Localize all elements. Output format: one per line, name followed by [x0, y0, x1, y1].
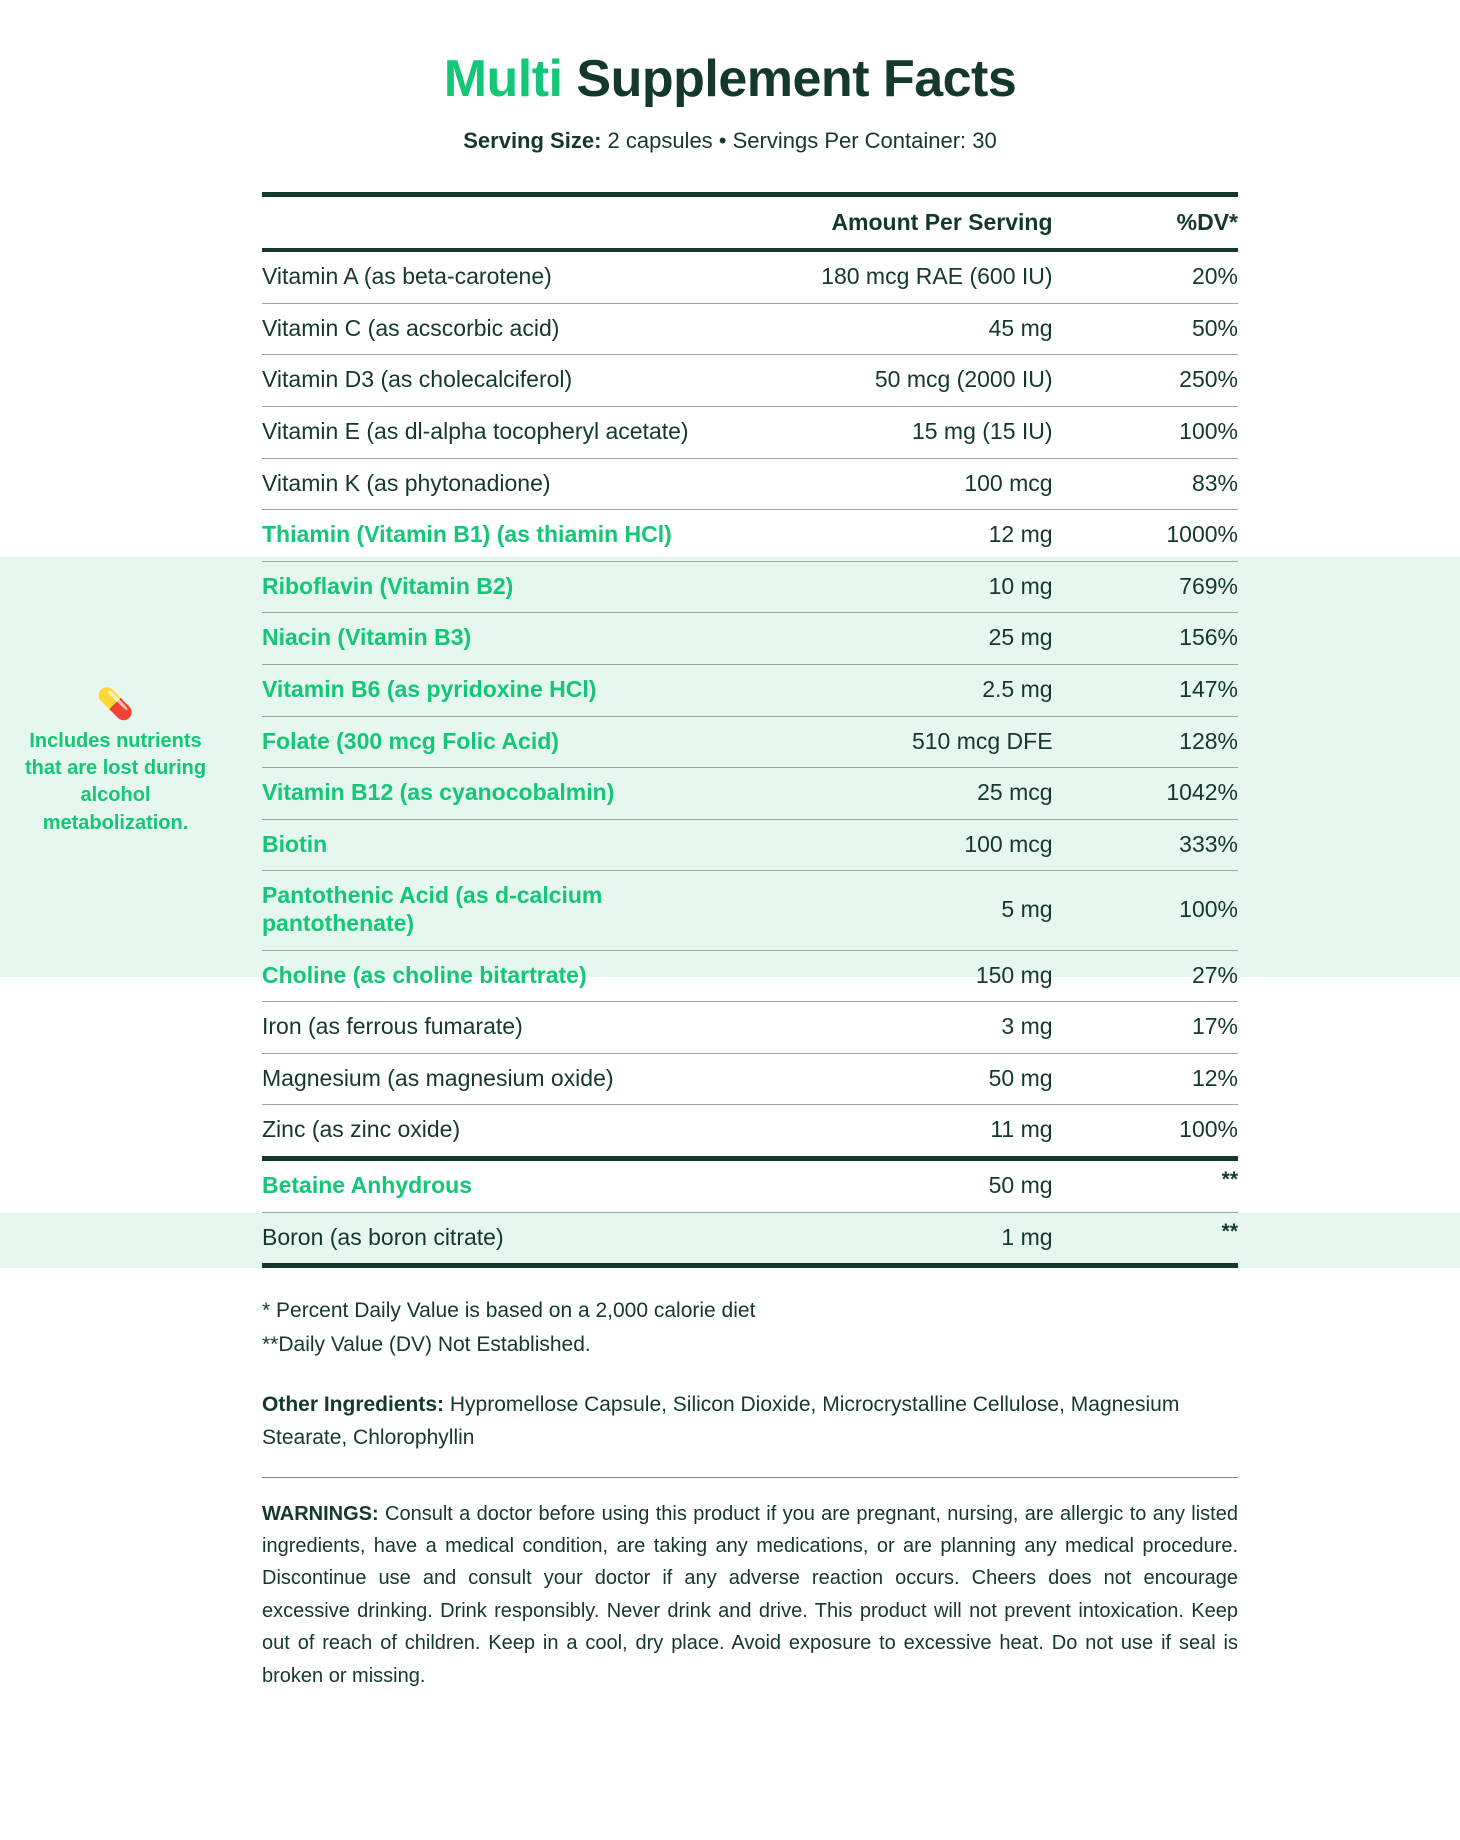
- other-ingredients-value: Hypromellose Capsule, Silicon Dioxide, Microcrystalline Cellulose, Magnesium Stearate, Chlorophyllin: [262, 1393, 1180, 1450]
- nutrient-daily-value: **: [1053, 1212, 1238, 1266]
- table-row: [262, 950, 1238, 1002]
- nutrient-amount: 11 mg: [755, 1105, 1053, 1159]
- nutrient-name: Vitamin C (as acscorbic acid): [262, 303, 755, 355]
- nutrient-daily-value: 12%: [1053, 1053, 1238, 1105]
- nutrient-daily-value: 147%: [1053, 665, 1238, 717]
- table-row: [262, 510, 1238, 562]
- nutrient-amount: 510 mcg DFE: [755, 716, 1053, 768]
- nutrient-daily-value: 1042%: [1053, 768, 1238, 820]
- nutrient-daily-value: 17%: [1053, 1002, 1238, 1054]
- warnings-value: Consult a doctor before using this product if you are pregnant, nursing, are allergic to any listed ingredients, have a medical condition, are taking any medications, or are planning any medical procedure. Discontinue use and consult your doctor if any adverse reaction occurs. Cheers does not encourage excessive drinking. Drink responsibly. Never drink and drive. This product will not prevent intoxication. Keep out of reach of children. Keep in a cool, dry place. Avoid exposure to excessive heat. Do not use if seal is broken or missing.: [262, 1502, 1238, 1687]
- nutrient-daily-value: **: [1053, 1158, 1238, 1212]
- nutrient-name: Vitamin B12 (as cyanocobalmin): [262, 768, 755, 820]
- nutrient-amount: 10 mg: [755, 561, 1053, 613]
- table-header-row: [262, 194, 1238, 250]
- facts-table-wrapper: [0, 192, 1460, 1268]
- nutrient-amount: 100 mcg: [755, 819, 1053, 871]
- serving-label: Serving Size:: [463, 128, 602, 154]
- nutrient-daily-value: 83%: [1053, 458, 1238, 510]
- title-rest: Supplement Facts: [562, 50, 1017, 108]
- table-row: [262, 716, 1238, 768]
- warnings: [262, 1498, 1238, 1692]
- nutrient-daily-value: 1000%: [1053, 510, 1238, 562]
- nutrient-name: Pantothenic Acid (as d-calcium pantothenate): [262, 871, 755, 950]
- other-ingredients: [262, 1388, 1238, 1454]
- nutrient-amount: 45 mg: [755, 303, 1053, 355]
- footnote-dv-basis: * Percent Daily Value is based on a 2,000 calorie diet: [262, 1299, 756, 1323]
- nutrient-name: Biotin: [262, 819, 755, 871]
- nutrient-name: Riboflavin (Vitamin B2): [262, 561, 755, 613]
- table-row: [262, 561, 1238, 613]
- nutrient-amount: 5 mg: [755, 871, 1053, 950]
- nutrient-name: Zinc (as zinc oxide): [262, 1105, 755, 1159]
- nutrient-name: Magnesium (as magnesium oxide): [262, 1053, 755, 1105]
- column-header-name: [262, 194, 755, 250]
- nutrient-name: Vitamin D3 (as cholecalciferol): [262, 355, 755, 407]
- table-body: [262, 250, 1238, 1265]
- nutrient-amount: 50 mg: [755, 1158, 1053, 1212]
- table-row: [262, 303, 1238, 355]
- nutrient-name: Choline (as choline bitartrate): [262, 950, 755, 1002]
- side-note-text: Includes nutrients that are lost during alcohol metabolization.: [24, 730, 207, 834]
- nutrient-name: Vitamin B6 (as pyridoxine HCl): [262, 665, 755, 717]
- table-row: [262, 1002, 1238, 1054]
- table-row: [262, 871, 1238, 950]
- nutrient-amount: 1 mg: [755, 1212, 1053, 1266]
- supplement-facts-table: [262, 192, 1238, 1268]
- nutrient-daily-value: 100%: [1053, 407, 1238, 459]
- nutrient-name: Betaine Anhydrous: [262, 1158, 755, 1212]
- nutrient-name: Vitamin E (as dl-alpha tocopheryl acetate): [262, 407, 755, 459]
- nutrient-amount: 3 mg: [755, 1002, 1053, 1054]
- table-row: [262, 1212, 1238, 1266]
- serving-value: 2 capsules • Servings Per Container: 30: [601, 128, 997, 154]
- nutrient-amount: 50 mcg (2000 IU): [755, 355, 1053, 407]
- page-title: [0, 52, 1460, 107]
- nutrient-name: Niacin (Vitamin B3): [262, 613, 755, 665]
- nutrient-daily-value: 50%: [1053, 303, 1238, 355]
- nutrient-name: Vitamin K (as phytonadione): [262, 458, 755, 510]
- nutrient-amount: 2.5 mg: [755, 665, 1053, 717]
- warnings-label: WARNINGS:: [262, 1502, 379, 1525]
- nutrient-amount: 150 mg: [755, 950, 1053, 1002]
- label-header: [0, 0, 1460, 156]
- footnote-dv-not-established: **Daily Value (DV) Not Established.: [262, 1333, 591, 1357]
- table-row: [262, 407, 1238, 459]
- nutrient-name: Thiamin (Vitamin B1) (as thiamin HCl): [262, 510, 755, 562]
- nutrient-daily-value: 250%: [1053, 355, 1238, 407]
- nutrient-daily-value: 100%: [1053, 1105, 1238, 1159]
- serving-info: [0, 127, 1460, 156]
- nutrient-name: Iron (as ferrous fumarate): [262, 1002, 755, 1054]
- table-row: [262, 768, 1238, 820]
- table-row: [262, 613, 1238, 665]
- nutrient-daily-value: 333%: [1053, 819, 1238, 871]
- nutrient-name: Folate (300 mcg Folic Acid): [262, 716, 755, 768]
- other-ingredients-label: Other Ingredients:: [262, 1393, 445, 1417]
- table-row: [262, 1158, 1238, 1212]
- table-row: [262, 1053, 1238, 1105]
- table-row: [262, 250, 1238, 303]
- nutrient-amount: 180 mcg RAE (600 IU): [755, 250, 1053, 303]
- capsule-icon: 💊: [96, 688, 135, 721]
- nutrient-daily-value: 156%: [1053, 613, 1238, 665]
- nutrient-amount: 100 mcg: [755, 458, 1053, 510]
- nutrient-name: Vitamin A (as beta-carotene): [262, 250, 755, 303]
- nutrient-amount: 25 mcg: [755, 768, 1053, 820]
- table-row: [262, 458, 1238, 510]
- table-row: [262, 819, 1238, 871]
- nutrient-daily-value: 100%: [1053, 871, 1238, 950]
- nutrient-amount: 25 mg: [755, 613, 1053, 665]
- nutrient-amount: 50 mg: [755, 1053, 1053, 1105]
- label-footer: [0, 1268, 1460, 1692]
- table-row: [262, 355, 1238, 407]
- footer-divider: [262, 1477, 1238, 1478]
- side-note: [18, 690, 213, 837]
- table-row: [262, 665, 1238, 717]
- nutrient-daily-value: 20%: [1053, 250, 1238, 303]
- column-header-amount: Amount Per Serving: [755, 194, 1053, 250]
- nutrient-amount: 15 mg (15 IU): [755, 407, 1053, 459]
- table-row: [262, 1105, 1238, 1159]
- column-header-dv: %DV*: [1053, 194, 1238, 250]
- title-accent: Multi: [443, 50, 563, 108]
- nutrient-daily-value: 128%: [1053, 716, 1238, 768]
- nutrient-name: Boron (as boron citrate): [262, 1212, 755, 1266]
- nutrient-daily-value: 27%: [1053, 950, 1238, 1002]
- table-header: [262, 194, 1238, 250]
- nutrient-amount: 12 mg: [755, 510, 1053, 562]
- nutrient-daily-value: 769%: [1053, 561, 1238, 613]
